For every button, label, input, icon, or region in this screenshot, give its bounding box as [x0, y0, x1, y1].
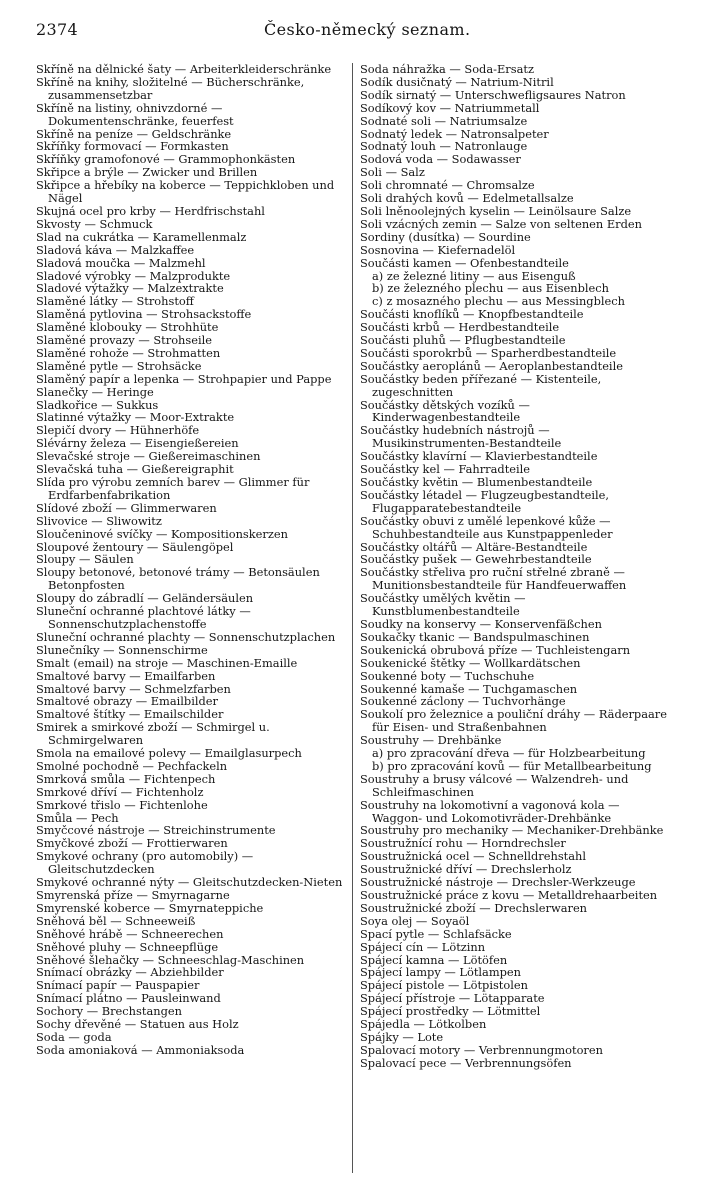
dictionary-entry: Soukenné boty — Tuchschuhe: [360, 668, 535, 683]
dictionary-entry: Slanečky — Heringe: [36, 384, 154, 399]
column-divider: [352, 63, 353, 1173]
dictionary-entry: Snímací papír — Pauspapier: [36, 978, 200, 993]
dictionary-entry: Součásti krbů — Herdbestandteile: [360, 320, 560, 335]
dictionary-entry: Slivovice — Sliwowitz: [36, 513, 162, 528]
dictionary-entry: Sladové výtažky — Malzextrakte: [36, 281, 224, 296]
dictionary-entry: Skřipce a hřebíky na koberce — Teppichkloben und Nägel: [36, 178, 335, 206]
dictionary-entry: Sosnovina — Kiefernadelöl: [360, 242, 516, 257]
dictionary-entry: Skříňky gramofonové — Grammophonkästen: [36, 152, 296, 167]
dictionary-entry: Smalt (email) na stroje — Maschinen-Emaille: [36, 655, 298, 670]
dictionary-entry: Smaltové štítky — Emailschilder: [36, 707, 224, 722]
right-column: [360, 63, 668, 1070]
dictionary-entry: Skřipce a brýle — Zwicker und Brillen: [36, 165, 258, 180]
dictionary-entry: Slaměná pytlovina — Strohsackstoffe: [36, 307, 252, 322]
dictionary-entry: Slaměný papír a lepenka — Strohpapier und Pappe: [36, 371, 332, 386]
dictionary-entry: Soli lněnoolejných kyselin — Leinölsaure Salze: [360, 203, 632, 218]
dictionary-entry: Spalovací pece — Verbrennungsöfen: [360, 1055, 572, 1070]
dictionary-entry: Soustruhy — Drehbänke: [360, 733, 502, 748]
dictionary-entry: Soda — goda: [36, 1029, 112, 1044]
dictionary-entry: Smrkové třislo — Fichtenlohe: [36, 797, 208, 812]
dictionary-entry: Součástky létadel — Flugzeugbestandteile, Flugapparatebestandteile: [360, 487, 609, 515]
dictionary-entry: Soya olej — Soyaöl: [360, 913, 470, 928]
dictionary-entry: Sloučeninové svíčky — Kompositionskerzen: [36, 526, 288, 541]
dictionary-entry: Součásti knoflíků — Knopfbestandteile: [360, 307, 584, 322]
dictionary-entry: Sněhové pluhy — Schneepflüge: [36, 939, 219, 954]
dictionary-entry: Spájecí lampy — Lötlampen: [360, 965, 521, 980]
dictionary-entry: Slídové zboží — Glimmerwaren: [36, 500, 217, 515]
dictionary-entry: Součástky střeliva pro ruční střelné zbraně — Munitionsbestandteile für Handfeuerwaffen: [360, 565, 627, 593]
dictionary-entry: Součástky kel — Fahrradteile: [360, 462, 531, 477]
dictionary-entry: Součásti sporokrbů — Sparherdbestandteile: [360, 345, 617, 360]
dictionary-entry: Součásti pluhů — Pflugbestandteile: [360, 333, 566, 348]
dictionary-entry: Sněhová běl — Schneeweiß: [36, 913, 196, 928]
dictionary-entry: Slaměné provazy — Strohseile: [36, 333, 212, 348]
dictionary-entry: Skříně na dělnické šaty — Arbeiterkleiderschränke: [36, 62, 332, 76]
dictionary-entry: Smykové ochranné nýty — Gleitschutzdecken-Nieten: [36, 875, 343, 890]
dictionary-entry: Sodík sirnatý — Unterschwefligsaures Natron: [360, 87, 626, 102]
dictionary-entry: Skříňky formovací — Formkasten: [36, 139, 229, 154]
dictionary-entry: Sloupy do zábradlí — Geländersäulen: [36, 591, 254, 606]
dictionary-entry: Součástky klavírní — Klavierbestandteile: [360, 449, 598, 464]
dictionary-entry: Soli chromnaté — Chromsalze: [360, 178, 535, 193]
dictionary-entry: Součástky umělých květin — Kunstblumenbestandteile: [360, 591, 526, 619]
dictionary-entry: Sloupy — Säulen: [36, 552, 134, 567]
dictionary-entry: Smykové ochrany (pro automobily) — Gleitschutzdecken: [36, 849, 254, 877]
dictionary-entry: a) pro zpracování dřeva — für Holzbearbeitung: [372, 746, 646, 761]
dictionary-entry: Sněhové šlehačky — Schneeschlag-Maschinen: [36, 952, 305, 967]
dictionary-entry: Sladová káva — Malzkaffee: [36, 242, 195, 257]
dictionary-entry: Smrkové dříví — Fichtenholz: [36, 784, 204, 799]
dictionary-entry: Smaltové barvy — Schmelzfarben: [36, 681, 231, 696]
dictionary-entry: Součástky květin — Blumenbestandteile: [360, 475, 593, 489]
dictionary-entry: Soustruhy a brusy válcové — Walzendreh- und Schleifmaschinen: [360, 771, 629, 799]
dictionary-entry: Smyrenská příze — Smyrnagarne: [36, 888, 230, 902]
dictionary-entry: Spájecí pistole — Lötpistolen: [360, 978, 528, 993]
dictionary-entry: Soli drahých kovů — Edelmetallsalze: [360, 191, 574, 206]
dictionary-entry: Spájecí kamna — Lötöfen: [360, 952, 508, 967]
dictionary-entry: Skujná ocel pro krby — Herdfrischstahl: [36, 203, 265, 218]
dictionary-entry: Součástky dětských vozíků — Kinderwagenbestandteile: [360, 397, 530, 425]
page-title: Česko-německý seznam.: [264, 20, 471, 39]
dictionary-entry: Soudky na konservy — Konservenfäßchen: [360, 616, 602, 631]
dictionary-entry: Slaměné rohože — Strohmatten: [36, 345, 221, 360]
dictionary-entry: Sodnatý louh — Natronlauge: [360, 139, 528, 154]
dictionary-entry: Smůla — Pech: [36, 810, 119, 825]
dictionary-entry: Snímací obrázky — Abziehbilder: [36, 965, 224, 980]
dictionary-entry: Soukenné záclony — Tuchvorhänge: [360, 694, 566, 709]
dictionary-entry: Slevačské stroje — Gießereimaschinen: [36, 449, 261, 464]
dictionary-entry: Soustružnická ocel — Schnelldrehstahl: [360, 849, 587, 864]
dictionary-entry: Slída pro výrobu zemních barev — Glimmer für Erdfarbenfabrikation: [36, 475, 310, 502]
dictionary-entry: Soukolí pro železnice a pouliční dráhy — Räderpaare für Eisen- und Straßenbahnen: [360, 707, 667, 735]
dictionary-entry: Skvosty — Schmuck: [36, 216, 153, 231]
dictionary-entry: Slunečníky — Sonnenschirme: [36, 642, 208, 657]
dictionary-entry: Sluneční ochranné plachty — Sonnenschutzplachen: [36, 629, 336, 644]
dictionary-entry: Slaměné klobouky — Strohhüte: [36, 320, 219, 335]
dictionary-entry: a) ze železné litiny — aus Eisenguß: [372, 268, 576, 283]
dictionary-entry: Soustruhy na lokomotivní a vagonová kola — Waggon- und Lokomotivräder-Drehbänke: [360, 797, 620, 825]
dictionary-entry: Soustružnické zboží — Drechslerwaren: [360, 900, 588, 915]
dictionary-entry: Součásti kamen — Ofenbestandteile: [360, 255, 569, 270]
dictionary-entry: Součástky hudebních nástrojů — Musikinstrumenten-Bestandteile: [360, 423, 562, 451]
dictionary-entry: Slaměné látky — Strohstoff: [36, 294, 194, 309]
dictionary-entry: Sodík dusičnatý — Natrium-Nitril: [360, 74, 554, 89]
dictionary-entry: b) pro zpracování kovů — für Metallbearbeitung: [372, 758, 652, 773]
dictionary-entry: Soukenická obrubová příze — Tuchleistengarn: [360, 642, 631, 657]
dictionary-entry: Sochory — Brechstangen: [36, 1004, 182, 1019]
dictionary-entry: Sodová voda — Sodawasser: [360, 152, 521, 167]
dictionary-entry: Spalovací motory — Verbrennungmotoren: [360, 1042, 603, 1057]
dictionary-entry: Sloupy betonové, betonové trámy — Betonsäulen Betonpfosten: [36, 565, 320, 593]
dictionary-entry: Soli vzácných zemin — Salze von seltenen Erden: [360, 216, 642, 231]
dictionary-entry: Sordiny (dusítka) — Sourdine: [360, 229, 531, 244]
dictionary-entry: Smrková smůla — Fichtenpech: [36, 771, 216, 786]
dictionary-entry: Skříně na peníze — Geldschränke: [36, 126, 232, 141]
dictionary-entry: Soukenické štětky — Wollkardätschen: [360, 655, 581, 670]
dictionary-entry: Soli — Salz: [360, 165, 425, 180]
dictionary-entry: Sodnaté soli — Natriumsalze: [360, 113, 528, 128]
dictionary-entry: Slaměné pytle — Strohsäcke: [36, 358, 202, 373]
dictionary-entry: b) ze železného plechu — aus Eisenblech: [372, 281, 609, 296]
dictionary-entry: Součástky beden přířezané — Kistenteile, zugeschnitten: [360, 371, 602, 399]
dictionary-entry: Součástky pušek — Gewehrbestandteile: [360, 552, 592, 567]
dictionary-entry: Soukenné kamaše — Tuchgamaschen: [360, 681, 578, 696]
dictionary-entry: Sladkořice — Sukkus: [36, 397, 159, 412]
dictionary-entry: Soukačky tkanic — Bandspulmaschinen: [360, 629, 590, 644]
dictionary-entry: Soda náhražka — Soda-Ersatz: [360, 62, 534, 76]
dictionary-entry: Spájedla — Lötkolben: [360, 1017, 487, 1032]
dictionary-entry: Součástky oltářů — Altäre-Bestandteile: [360, 539, 588, 554]
dictionary-entry: Sodnatý ledek — Natronsalpeter: [360, 126, 549, 141]
dictionary-entry: Smyrenské koberce — Smyrnateppiche: [36, 900, 264, 915]
dictionary-entry: Smolné pochodně — Pechfackeln: [36, 758, 228, 773]
dictionary-entry: Snímací plátno — Pausleinwand: [36, 991, 221, 1006]
dictionary-entry: Soustružnící rohu — Horndrechsler: [360, 836, 566, 851]
dictionary-entry: Smyčcové nástroje — Streichinstrumente: [36, 823, 276, 838]
dictionary-entry: Spací pytle — Schlafsäcke: [360, 926, 512, 941]
dictionary-entry: Slevačská tuha — Gießereigraphit: [36, 462, 234, 477]
dictionary-entry: Sladová moučka — Malzmehl: [36, 255, 206, 270]
dictionary-entry: Soustruhy pro mechaniky — Mechaniker-Drehbänke: [360, 823, 664, 838]
dictionary-entry: c) z mosazného plechu — aus Messingblech: [372, 294, 625, 309]
dictionary-entry: Smaltové obrazy — Emailbilder: [36, 694, 218, 709]
dictionary-entry: Spájecí cín — Lötzinn: [360, 939, 486, 954]
dictionary-entry: Skříně na listiny, ohnivzdorné — Dokumentenschränke, feuerfest: [36, 100, 234, 128]
dictionary-entry: Skříně na knihy, složitelné — Bücherschränke, zusammensetzbar: [36, 74, 305, 102]
dictionary-entry: Sluneční ochranné plachtové látky — Sonnenschutzplachenstoffe: [36, 604, 251, 631]
dictionary-entry: Spájecí přístroje — Lötapparate: [360, 991, 545, 1006]
dictionary-entry: Součástky aeroplánů — Aeroplanbestandteile: [360, 358, 623, 373]
page-header: [36, 20, 686, 44]
dictionary-entry: Sloupové žentoury — Säulengöpel: [36, 539, 234, 554]
dictionary-entry: Sladové výrobky — Malzprodukte: [36, 268, 231, 283]
dictionary-entry: Slévárny železa — Eisengießereien: [36, 436, 239, 451]
page-number: 2374: [36, 20, 78, 39]
dictionary-entry: Sněhové hrábě — Schneerechen: [36, 926, 224, 941]
dictionary-entry: Slad na cukrátka — Karamellenmalz: [36, 229, 247, 244]
left-column: [36, 63, 345, 1057]
dictionary-entry: Sochy dřevěné — Statuen aus Holz: [36, 1017, 239, 1032]
dictionary-entry: Smyčkové zboží — Frottierwaren: [36, 836, 228, 851]
dictionary-entry: Slepičí dvory — Hühnerhöfe: [36, 423, 200, 438]
dictionary-entry: Smirek a smirkové zboží — Schmirgel u. Schmirgelwaren: [36, 720, 270, 748]
dictionary-entry: Soustružnické dříví — Drechslerholz: [360, 862, 572, 877]
dictionary-entry: Spájky — Lote: [360, 1029, 444, 1044]
dictionary-entry: Spájecí prostředky — Lötmittel: [360, 1004, 541, 1019]
dictionary-entry: Smola na emailové polevy — Emailglasurpech: [36, 746, 302, 761]
dictionary-entry: Součástky obuvi z umělé lepenkové kůže — Schuhbestandteile aus Kunstpappenleder: [360, 513, 613, 541]
dictionary-entry: Sodíkový kov — Natriummetall: [360, 100, 540, 115]
dictionary-entry: Soustružnické práce z kovu — Metalldrehaarbeiten: [360, 888, 658, 902]
dictionary-entry: Slatinné výtažky — Moor-Extrakte: [36, 410, 235, 425]
dictionary-entry: Soustružnické nástroje — Drechsler-Werkzeuge: [360, 875, 636, 890]
dictionary-entry: Soda amoniaková — Ammoniaksoda: [36, 1042, 245, 1057]
dictionary-entry: Smaltové barvy — Emailfarben: [36, 668, 216, 683]
